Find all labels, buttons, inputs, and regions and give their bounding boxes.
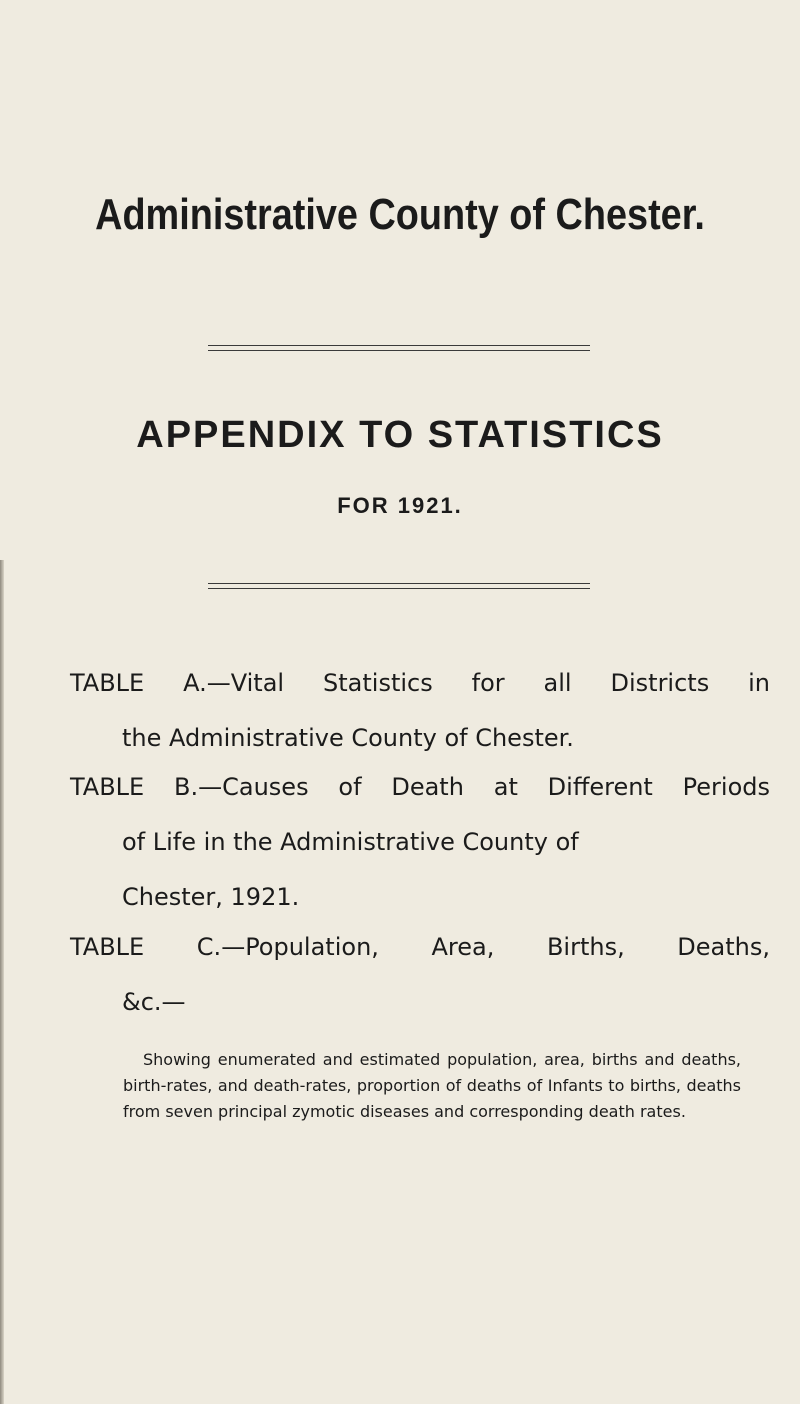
double-rule-bottom <box>208 583 590 589</box>
table-b-line-2: of Life in the Administrative County of <box>122 828 579 856</box>
double-rule-top <box>208 345 590 351</box>
year-heading: FOR 1921. <box>337 493 463 518</box>
table-a-line-2: the Administrative County of Chester. <box>122 724 574 752</box>
table-c-entry <box>70 920 770 1030</box>
table-a-line-1: TABLE A.—Vital Statistics for all Districts in <box>70 669 770 697</box>
table-b-line-1: TABLE B.—Causes of Death at Different Periods <box>70 773 770 801</box>
table-a-entry <box>70 656 770 766</box>
page-edge <box>0 560 4 1404</box>
table-c-line-2: &c.— <box>122 988 186 1016</box>
table-b-entry <box>70 760 770 925</box>
table-c-note: Showing enumerated and estimated population, area, births and deaths, birth-rates, and death-rates, proportion of deaths of Infants to births, deaths from seven principal zymotic diseases and corresponding death rates. <box>123 1050 741 1121</box>
appendix-heading: APPENDIX TO STATISTICS <box>136 414 664 456</box>
table-b-line-3: Chester, 1921. <box>122 883 300 911</box>
table-c-line-1: TABLE C.—Population, Area, Births, Deaths, <box>70 933 770 961</box>
document-title: Administrative County of Chester. <box>95 190 705 239</box>
